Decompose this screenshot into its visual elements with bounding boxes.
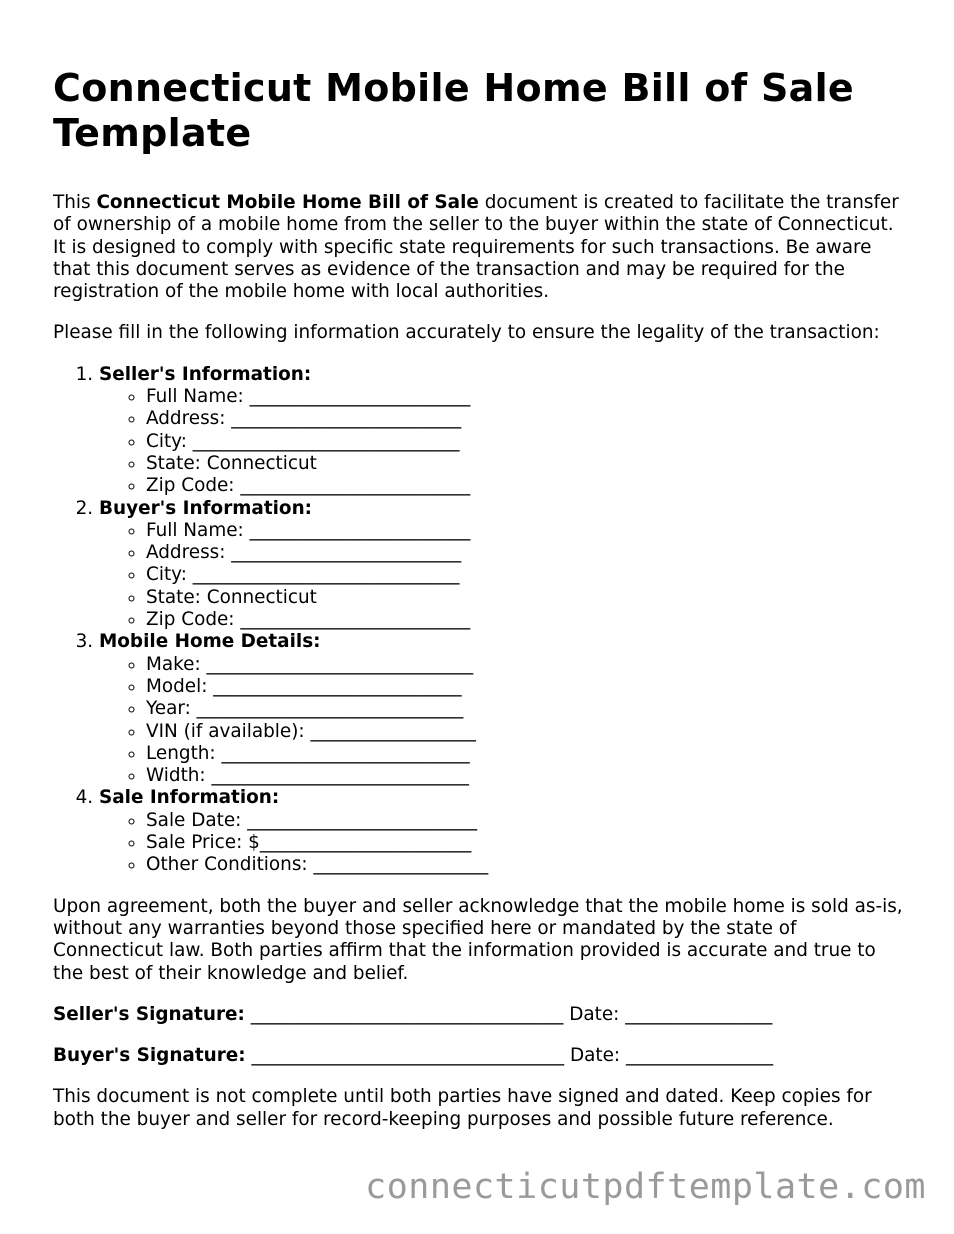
- field-seller-state: ◦ State: Connecticut: [146, 453, 903, 475]
- field-width[interactable]: ◦ Width: ____________________________: [146, 765, 903, 787]
- closing-paragraph: Upon agreement, both the buyer and seller acknowledge that the mobile home is sold as-is, without any warranties beyond those specified here or mandated by the state of Connecticut law. Both parties affirm that the information provided is accurate and true to the best of their knowledge and belief.: [53, 895, 903, 984]
- field-vin[interactable]: ◦ VIN (if available): __________________: [146, 721, 903, 743]
- buyer-signature-blanks[interactable]: __________________________________ Date: ________________: [245, 1045, 774, 1067]
- field-buyer-city[interactable]: ◦ City: _____________________________: [146, 564, 903, 586]
- field-list: [99, 654, 903, 788]
- intro-suffix: document is created to facilitate the transfer of ownership of a mobile home from the seller to the buyer within the state of Connecticut. It is designed to comply with specific state requirements for such transactions. Be aware that this document serves as evidence of the transaction and may be required for the registration of the mobile home with local authorities.: [53, 192, 899, 303]
- final-note: This document is not complete until both parties have signed and dated. Keep copies for both the buyer and seller for record-keeping purposes and possible future reference.: [53, 1086, 872, 1130]
- field-buyer-state: ◦ State: Connecticut: [146, 587, 903, 609]
- section-seller-info: [99, 364, 903, 498]
- instruction-paragraph: Please fill in the following information accurately to ensure the legality of the transaction:: [53, 322, 880, 344]
- seller-signature-label: Seller's Signature:: [53, 1003, 245, 1025]
- field-sale-date[interactable]: ◦ Sale Date: _________________________: [146, 810, 903, 832]
- field-buyer-address[interactable]: ◦ Address: _________________________: [146, 542, 903, 564]
- field-year[interactable]: ◦ Year: _____________________________: [146, 698, 903, 720]
- seller-signature-blanks[interactable]: __________________________________ Date: ________________: [244, 1003, 773, 1025]
- field-seller-zip[interactable]: ◦ Zip Code: _________________________: [146, 475, 903, 497]
- field-seller-city[interactable]: ◦ City: _____________________________: [146, 431, 903, 453]
- field-make[interactable]: ◦ Make: _____________________________: [146, 654, 903, 676]
- intro-bold-title: Connecticut Mobile Home Bill of Sale: [96, 192, 479, 213]
- site-watermark: connecticutpdftemplate.com: [365, 1167, 926, 1207]
- intro-prefix: This: [53, 192, 97, 213]
- document-page: [53, 66, 903, 1131]
- field-length[interactable]: ◦ Length: ___________________________: [146, 743, 903, 765]
- seller-signature-line[interactable]: [53, 1004, 903, 1026]
- field-list: [99, 810, 903, 877]
- field-list: [99, 520, 903, 631]
- section-sale-info: [99, 787, 903, 876]
- document-title: Connecticut Mobile Home Bill of Sale Template: [53, 66, 854, 155]
- field-model[interactable]: ◦ Model: ___________________________: [146, 676, 903, 698]
- section-title: Sale Information:: [99, 787, 280, 809]
- field-buyer-zip[interactable]: ◦ Zip Code: _________________________: [146, 609, 903, 631]
- field-list: [99, 386, 903, 497]
- section-title: Seller's Information:: [99, 363, 312, 385]
- buyer-signature-label: Buyer's Signature:: [53, 1045, 246, 1067]
- field-seller-address[interactable]: ◦ Address: _________________________: [146, 408, 903, 430]
- form-sections: [53, 364, 903, 877]
- buyer-signature-line[interactable]: [53, 1045, 903, 1067]
- field-other-conditions[interactable]: ◦ Other Conditions: ___________________: [146, 854, 903, 876]
- field-seller-full-name[interactable]: ◦ Full Name: ________________________: [146, 386, 903, 408]
- field-sale-price[interactable]: ◦ Sale Price: $_______________________: [146, 832, 903, 854]
- field-buyer-full-name[interactable]: ◦ Full Name: ________________________: [146, 520, 903, 542]
- section-title: Buyer's Information:: [99, 497, 313, 519]
- section-buyer-info: [99, 498, 903, 632]
- section-mobile-home-details: [99, 631, 903, 787]
- intro-paragraph: [53, 192, 903, 303]
- section-title: Mobile Home Details:: [99, 631, 321, 653]
